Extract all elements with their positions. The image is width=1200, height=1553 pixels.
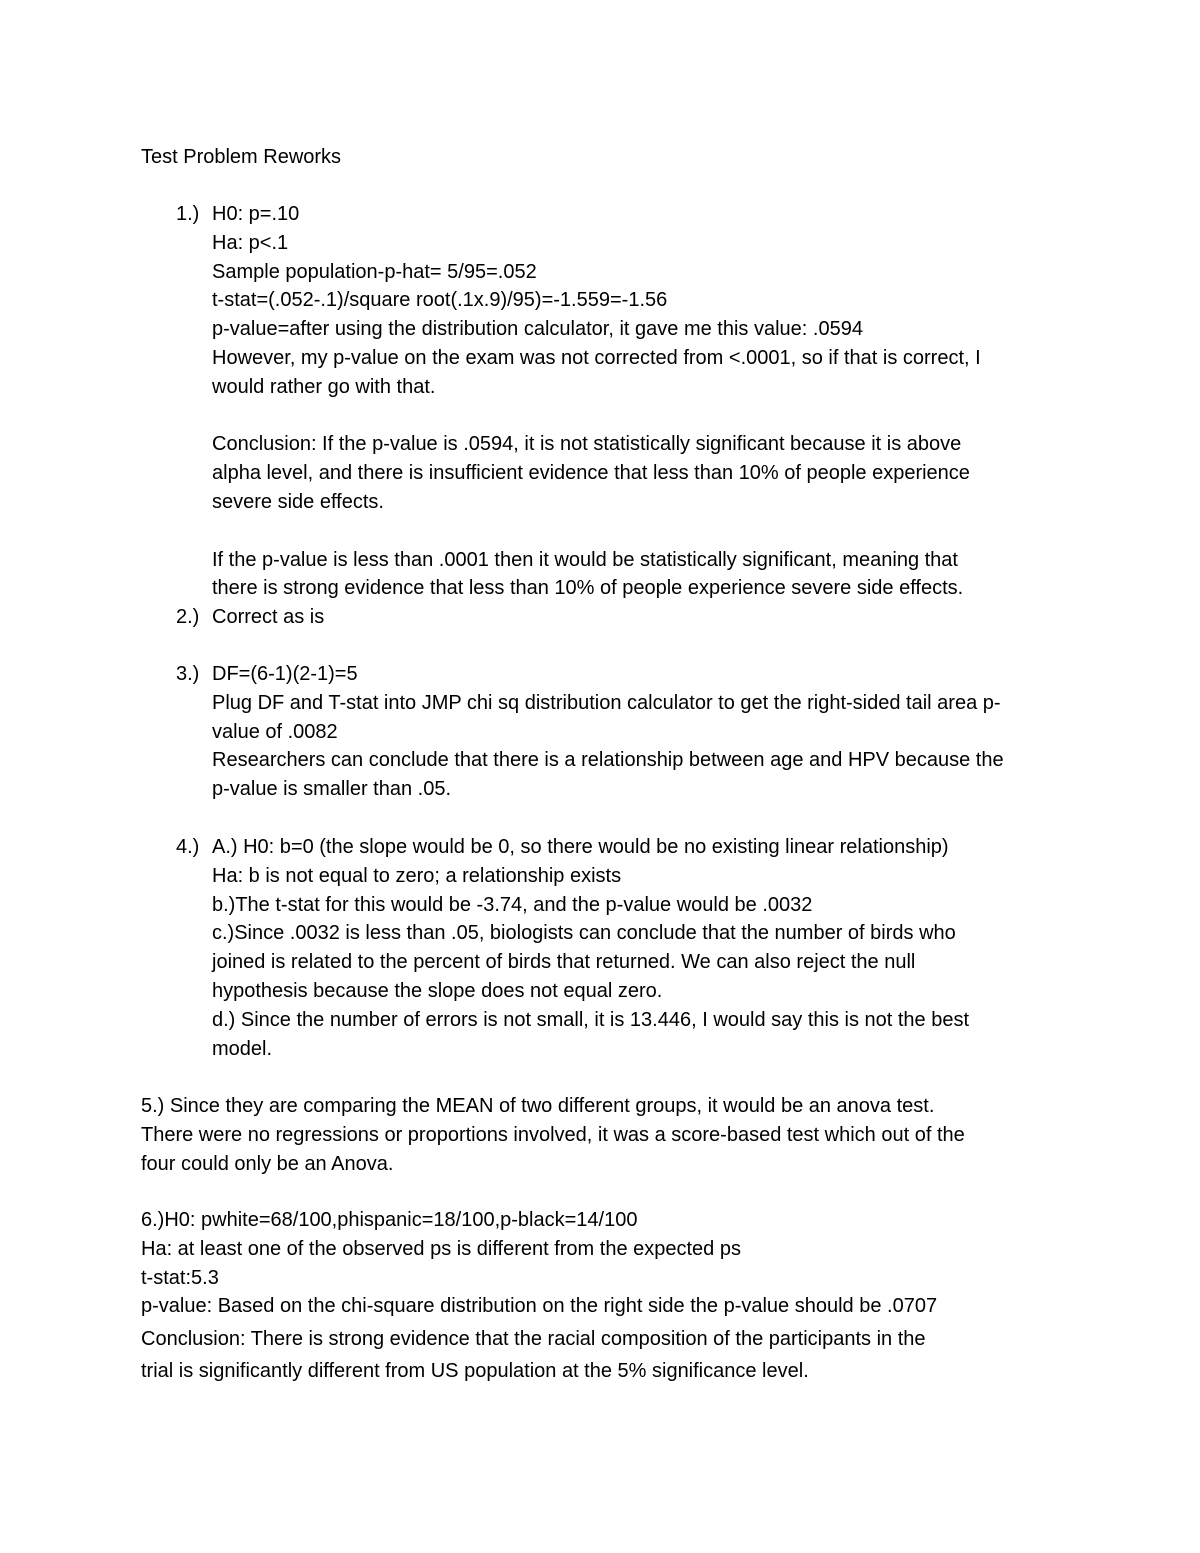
section-line: four could only be an Anova.: [141, 1152, 394, 1175]
item-line: p-value=after using the distribution calculator, it gave me this value: .0594: [212, 318, 863, 341]
conclusion-line: trial is significantly different from US population at the 5% significance level.: [141, 1360, 809, 1382]
section-line: 5.) Since they are comparing the MEAN of two different groups, it would be an anova test.: [141, 1095, 935, 1117]
item-line: alpha level, and there is insufficient evidence that less than 10% of people experience: [212, 462, 970, 485]
item-line: c.)Since .0032 is less than .05, biologists can conclude that the number of birds who: [212, 922, 956, 945]
section-line: p-value: Based on the chi-square distribution on the right side the p-value should be .0707: [141, 1295, 938, 1318]
item-number: 4.): [176, 836, 200, 858]
item-line: b.)The t-stat for this would be -3.74, and the p-value would be .0032: [212, 893, 813, 916]
item-line: H0: p=.10: [212, 203, 300, 225]
section-line: t-stat:5.3: [141, 1266, 219, 1289]
item-line: d.) Since the number of errors is not small, it is 13.446, I would say this is not the best: [212, 1008, 970, 1031]
item-line: t-stat=(.052-.1)/square root(.1x.9)/95)=-1.559=-1.56: [212, 289, 668, 312]
item-body: [212, 660, 1092, 804]
document-title: Test Problem Reworks: [141, 146, 342, 168]
item-line: there is strong evidence that less than 10% of people experience severe side effects.: [212, 577, 964, 600]
item-line: would rather go with that.: [212, 375, 436, 398]
item-line: value of .0082: [212, 720, 338, 743]
section-line: 6.)H0: pwhite=68/100,phispanic=18/100,p-black=14/100: [141, 1209, 638, 1231]
item-line: Correct as is: [212, 606, 325, 628]
item-line: Ha: b is not equal to zero; a relationship exists: [212, 864, 622, 887]
item-body: [212, 603, 1092, 632]
section-6-conclusion: [141, 1323, 1101, 1387]
section-line: Ha: at least one of the observed ps is different from the expected ps: [141, 1237, 741, 1260]
item-line: severe side effects.: [212, 490, 384, 513]
item-body: [212, 200, 1092, 603]
item-line: A.) H0: b=0 (the slope would be 0, so there would be no existing linear relationship): [212, 836, 949, 858]
item-line: Researchers can conclude that there is a relationship between age and HPV because the: [212, 749, 1004, 772]
item-body: [212, 833, 1092, 1063]
item-line: Conclusion: If the p-value is .0594, it is not statistically significant because it is above: [212, 433, 962, 456]
blank-line: [212, 517, 1092, 546]
item-line: However, my p-value on the exam was not corrected from <.0001, so if that is correct, I: [212, 346, 981, 369]
item-line: DF=(6-1)(2-1)=5: [212, 663, 358, 685]
section-6: [141, 1206, 1101, 1321]
item-line: p-value is smaller than .05.: [212, 778, 452, 801]
item-number: 1.): [176, 203, 200, 225]
item-number: 3.): [176, 663, 200, 685]
item-line: Sample population-p-hat= 5/95=.052: [212, 260, 537, 283]
section-line: There were no regressions or proportions involved, it was a score-based test which out of the: [141, 1123, 965, 1146]
section-5: [141, 1092, 1101, 1178]
blank-line: [212, 402, 1092, 431]
item-line: If the p-value is less than .0001 then it would be statistically significant, meaning that: [212, 548, 958, 571]
item-line: joined is related to the percent of birds that returned. We can also reject the null: [212, 951, 916, 974]
item-line: hypothesis because the slope does not equal zero.: [212, 979, 663, 1002]
conclusion-line: Conclusion: There is strong evidence that the racial composition of the participants in the: [141, 1328, 926, 1350]
item-line: Ha: p<.1: [212, 231, 289, 254]
item-line: model.: [212, 1037, 273, 1060]
item-number: 2.): [176, 606, 200, 628]
item-line: Plug DF and T-stat into JMP chi sq distribution calculator to get the right-sided tail area p-: [212, 691, 1001, 714]
